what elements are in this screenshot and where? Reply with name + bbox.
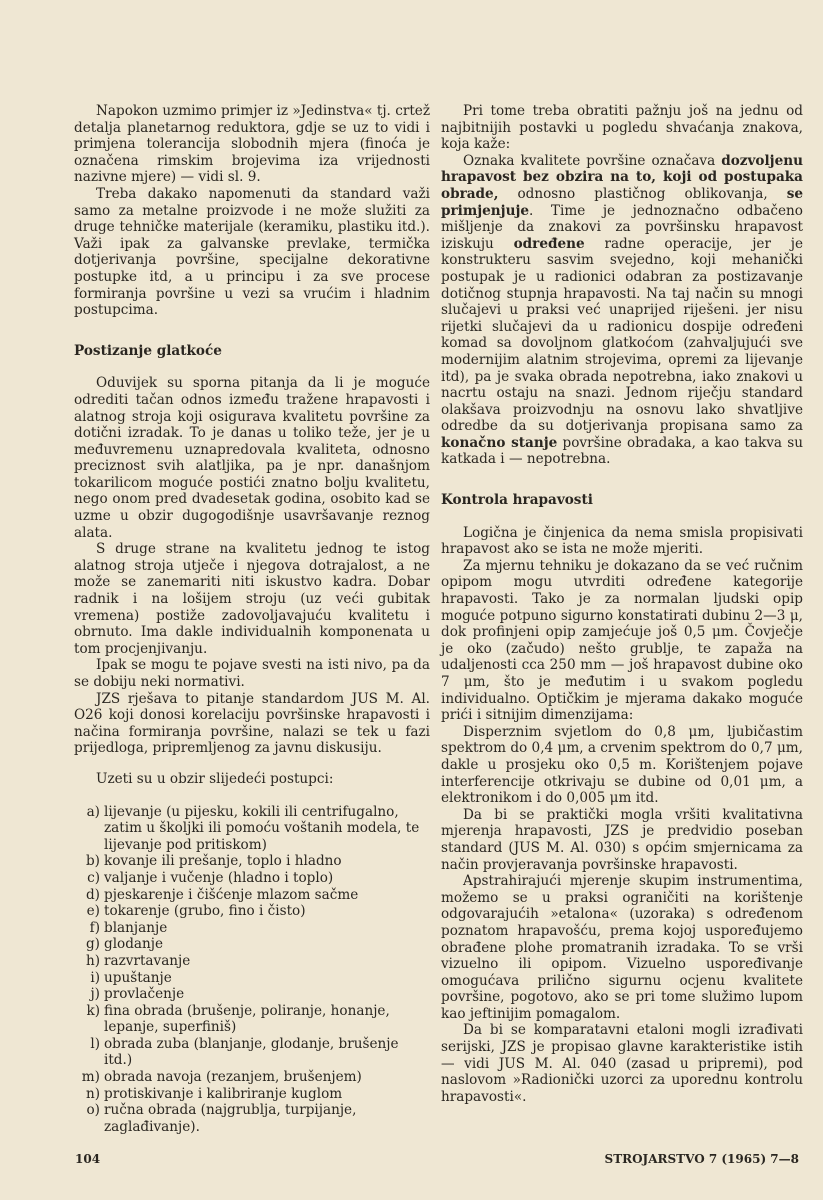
text-run: površine obradaka, a kao takva su katkada i — nepotrebna. xyxy=(441,434,803,468)
list-item-text: ručna obrada (najgrublja, turpijanje, zaglađivanje). xyxy=(104,1102,357,1135)
list-item-letter: e) xyxy=(86,903,100,920)
list-item-letter: m) xyxy=(81,1069,100,1086)
list-item-letter: h) xyxy=(85,952,100,969)
list-item-letter: o) xyxy=(86,1102,100,1119)
list-item-text: lijevanje (u pijesku, kokili ili centrifugalno, zatim u školjki ili pomoću voštanih modela, te lijevanje pod pritiskom) xyxy=(104,803,420,853)
list-item xyxy=(74,1069,430,1086)
list-item xyxy=(74,1003,430,1036)
paragraph: Da bi se praktički mogla vršiti kvalitativna mjerenja hrapavosti, JZS je predvidio poseban standard (JUS M. Al. 030) s općim smjernicama za način provjeravanja površinske hrapavosti. xyxy=(441,806,803,873)
text-run: . Time je jednoznačno odbačeno mišljenje da znakovi za površinsku hrapavost iziskuju xyxy=(441,202,803,252)
bold-text: se primjenjuje xyxy=(441,185,803,219)
list-item-text: obrada navoja (rezanjem, brušenjem) xyxy=(104,1069,362,1086)
list-item xyxy=(74,853,430,870)
list-item-text: kovanje ili prešanje, toplo i hladno xyxy=(104,853,342,870)
bold-text: određene xyxy=(513,235,585,252)
right-column xyxy=(441,103,803,1105)
list-item xyxy=(74,870,430,887)
list-item xyxy=(74,887,430,904)
list-item-letter: a) xyxy=(86,803,100,820)
bold-text: konačno stanje xyxy=(441,434,558,451)
text-run: odnosno plastičnog oblikovanja, xyxy=(498,185,787,202)
paragraph: Treba dakako napomenuti da standard važi samo za metalne proizvode i ne može služiti za druge tehničke materijale (keramiku, plastiku itd.). Važi ipak za galvanske prevlake, termička dotjerivanja površine, specijalne dekorativne postupke itd, a u principu i za sve procese formiranja površine u vezi sa vrućim i hladnim postupcima. xyxy=(74,185,430,319)
journal-reference: STROJARSTVO 7 (1965) 7—8 xyxy=(604,1152,799,1166)
text-run: Oznaka kvalitete površine označava xyxy=(463,152,722,169)
list-item-letter: j) xyxy=(90,986,100,1003)
list-item xyxy=(74,903,430,920)
paragraph: Da bi se komparatavni etaloni mogli izrađivati serijski, JZS je propisao glavne karakteristike istih — vidi JUS M. Al. 040 (zasad u pripremi), pod naslovom »Radionički uzorci za uporednu kontrolu hrapavosti«. xyxy=(441,1022,803,1105)
list-item-text: fina obrada (brušenje, poliranje, honanje, lepanje, superfiniš) xyxy=(104,1002,390,1036)
list-item xyxy=(74,1086,430,1103)
list-item xyxy=(74,953,430,970)
paragraph: JZS rješava to pitanje standardom JUS M. Al. O26 koji donosi korelaciju površinske hrapavosti i načina formiranja površine, nalazi se tek u fazi prijedloga, pripremljenog za javnu diskusiju. xyxy=(74,690,430,757)
paragraph xyxy=(441,153,803,468)
list-item-text: tokarenje (grubo, fino i čisto) xyxy=(104,903,306,920)
paragraph: S druge strane na kvalitetu jednog te istog alatnog stroja utječe i njegova dotrajalost, a ne može se zanemariti niti iskustvo kadra. Dobar radnik i na lošijem stroju (uz veći gubitak vremena) postiže zadovoljavajuću kvalitetu i obrnuto. Ima dakle individualnih komponenata u tom procjenjivanju. xyxy=(74,541,430,657)
list-item-text: blanjanje xyxy=(104,919,168,936)
section-heading: Postizanje glatkoće xyxy=(74,342,222,359)
text-run: radne operacije, jer je konstrukteru sasvim svejedno, koji mehanički postupak je u radionici odabran za postizavanje dotičnog stupnja hrapavosti. Na taj način su mnogi slučajevi u praksi već unaprijed riješeni. jer nisu rijetki slučajevi da u radionicu dospije određeni komad sa dovoljnom glatkoćom (zahvaljujući sve modernijim alatnim strojevima, opremi za lijevanje itd), pa je svaka obrada nepotrebna, iako znakovi u nacrtu ostaju na snazi. Jednom riječju standard olakšava proizvodnju na osnovu lako shvatljive odredbe da su dotjerivanja propisana samo za xyxy=(441,235,804,435)
paragraph: Disperznim svjetlom do 0,8 μm, ljubičastim spektrom do 0,4 μm, a crvenim spektrom do 0,7 μm, dakle u prosjeku oko 0,5 m. Korištenjem pojave interferencije otkrivaju se dubine od 0,01 μm, a elektronikom i do 0,005 μm itd. xyxy=(441,723,803,807)
list-item xyxy=(74,1036,430,1069)
left-column xyxy=(74,103,430,1135)
list-item-letter: f) xyxy=(89,919,100,936)
list-item-text: obrada zuba (blanjanje, glodanje, brušenje itd.) xyxy=(104,1035,399,1069)
list-item-letter: c) xyxy=(87,869,100,886)
list-item-letter: l) xyxy=(90,1035,100,1052)
paragraph: Pri tome treba obratiti pažnju još na jednu od najbitnijih postavki u pogledu shvaćanja znakova, koja kaže: xyxy=(441,103,803,153)
list-item-letter: b) xyxy=(85,853,100,870)
list-item-text: provlačenje xyxy=(104,986,185,1003)
section-heading: Kontrola hrapavosti xyxy=(441,492,593,509)
paragraph: Apstrahirajući mjerenje skupim instrumentima, možemo se u praksi ograničiti na korištenje odgovarajućih »etalona« (uzoraka) s određenom poznatom hrapavošću, prema kojoj uspoređujemo obrađene plohe promatranih izradaka. To se vrši vizuelno ili opipom. Vizuelno uspoređivanje omogućava prilično sigurnu ocjenu kvalitete površine, pogotovo, ako se pri tome služimo lupom kao jeftinijim pomagalom. xyxy=(441,873,803,1022)
list-item xyxy=(74,936,430,953)
list-item-letter: g) xyxy=(85,936,100,953)
list-item-text: upuštanje xyxy=(104,969,172,986)
list-item-letter: i) xyxy=(90,969,100,986)
paragraph: Logična je činjenica da nema smisla propisivati hrapavost ako se ista ne može mjeriti. xyxy=(441,524,803,558)
paragraph: Napokon uzmimo primjer iz »Jedinstva« tj. crtež detalja planetarnog reduktora, gdje se uz to vidi i primjena tolerancija slobodnih mjera (finoća je označena rimskim brojevima iza vrijednosti nazivne mjere) — vidi sl. 9. xyxy=(74,103,430,186)
list-item xyxy=(74,804,430,854)
list-intro: Uzeti su u obzir slijedeći postupci: xyxy=(96,770,334,787)
paragraph: Oduvijek su sporna pitanja da li je moguće odrediti tačan odnos između tražene hrapavosti i alatnog stroja koji osigurava kvalitetu površine za dotični izradak. To je danas u toliko teže, jer je u međuvremenu uznapredovala kvaliteta, odnosno preciznost svih alatljika, pa je npr. današnjom tokarilicom moguće postići znatno bolju kvalitetu, nego onom pred dvadesetak godina, osobito kad se uzme u obzir dugogodišnje usavršavanje reznog alata. xyxy=(74,375,430,541)
list-item xyxy=(74,970,430,987)
list-item-text: protiskivanje i kalibriranje kuglom xyxy=(104,1085,343,1102)
list-item-text: glodanje xyxy=(104,936,164,953)
list-item-text: razvrtavanje xyxy=(104,952,191,969)
list-item-text: pjeskarenje i čišćenje mlazom sačme xyxy=(104,886,359,903)
list-item xyxy=(74,1102,430,1135)
list-item-letter: k) xyxy=(86,1002,100,1019)
paragraph: Ipak se mogu te pojave svesti na isti nivo, pa da se dobiju neki normativi. xyxy=(74,657,430,690)
list-item xyxy=(74,920,430,937)
bold-text: dozvoljenu hrapavost bez obzira na to, koji od postupaka obrade, xyxy=(441,152,803,202)
paragraph: Za mjernu tehniku je dokazano da se već ručnim opipom mogu utvrditi određene kategorije hrapavosti. Tako je za normalan ljudski opip moguće potpuno sigurno konstatirati dubinu 2—3 μ, dok profinjeni opip zamjećuje još 0,5 μm. Čovječje je oko (začudo) nešto grublje, te zapaža na udaljenosti cca 250 mm — još hrapavost dubine oko 7 μm, što je međutim i u svakom pogledu individualno. Optičkim je mjerama dakako moguće prići i sitnijim dimenzijama: xyxy=(441,557,803,724)
list-item xyxy=(74,986,430,1003)
process-list xyxy=(74,804,430,1136)
list-item-letter: n) xyxy=(85,1085,100,1102)
list-item-text: valjanje i vučenje (hladno i toplo) xyxy=(104,869,334,886)
page-number: 104 xyxy=(75,1152,101,1166)
list-item-letter: d) xyxy=(85,886,100,903)
